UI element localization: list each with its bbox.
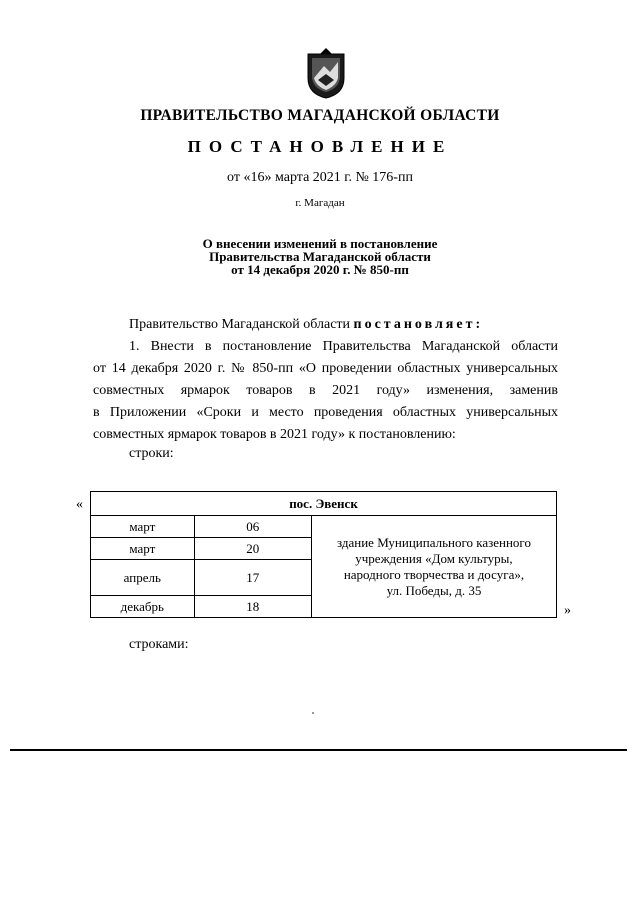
paragraph-line: от 14 декабря 2020 г. № 850-пп «О проведении областных универсальных — [93, 361, 558, 376]
quote-open: « — [76, 497, 83, 512]
subject-line: О внесении изменений в постановление — [202, 236, 438, 251]
city-name: г. Магадан — [295, 197, 345, 209]
table-header-location: пос. Эвенск — [91, 492, 557, 516]
document-type: ПОСТАНОВЛЕНИЕ — [187, 137, 453, 156]
subject-line: Правительства Магаданской области — [209, 249, 431, 264]
venue-cell — [311, 516, 556, 618]
page-divider — [10, 749, 627, 751]
month-cell: март — [91, 538, 195, 560]
venue-line: народного творчества и досуга», — [343, 566, 525, 582]
month-cell: март — [91, 516, 195, 538]
venue-line: здание Муниципального казенного — [336, 534, 531, 550]
label-lines: строки: — [129, 446, 174, 461]
coat-of-arms-emblem — [304, 48, 348, 100]
government-title: ПРАВИТЕЛЬСТВО МАГАДАНСКОЙ ОБЛАСТИ — [140, 107, 500, 124]
day-cell: 20 — [194, 538, 311, 560]
day-cell: 17 — [194, 560, 311, 596]
quote-close: » — [564, 603, 571, 618]
day-cell: 06 — [194, 516, 311, 538]
paragraph-1 — [93, 336, 558, 446]
scan-speck — [312, 712, 314, 714]
intro-prefix: Правительство Магаданской области — [129, 317, 351, 332]
month-cell: апрель — [91, 560, 195, 596]
fair-schedule-table — [90, 491, 557, 618]
paragraph-line: совместных ярмарок товаров в 2021 году» к постановлению: — [93, 427, 456, 442]
document-subject — [0, 237, 640, 276]
paragraph-line: совместных ярмарок товаров в 2021 году» изменения, заменив — [93, 383, 558, 398]
subject-line: от 14 декабря 2020 г. № 850-пп — [231, 262, 409, 277]
paragraph-line: 1. Внести в постановление Правительства Магаданской области — [129, 339, 558, 354]
intro-verb: постановляет: — [353, 317, 484, 332]
day-cell: 18 — [194, 596, 311, 618]
venue-line: учреждения «Дом культуры, — [355, 550, 513, 566]
venue-line: ул. Победы, д. 35 — [386, 582, 482, 598]
label-with-lines: строками: — [129, 637, 189, 652]
resolution-intro — [129, 317, 483, 333]
document-date-number: от «16» марта 2021 г. № 176-пп — [227, 170, 413, 185]
table-row — [91, 516, 557, 538]
month-cell: декабрь — [91, 596, 195, 618]
paragraph-line: в Приложении «Сроки и место проведения областных универсальных — [93, 405, 558, 420]
